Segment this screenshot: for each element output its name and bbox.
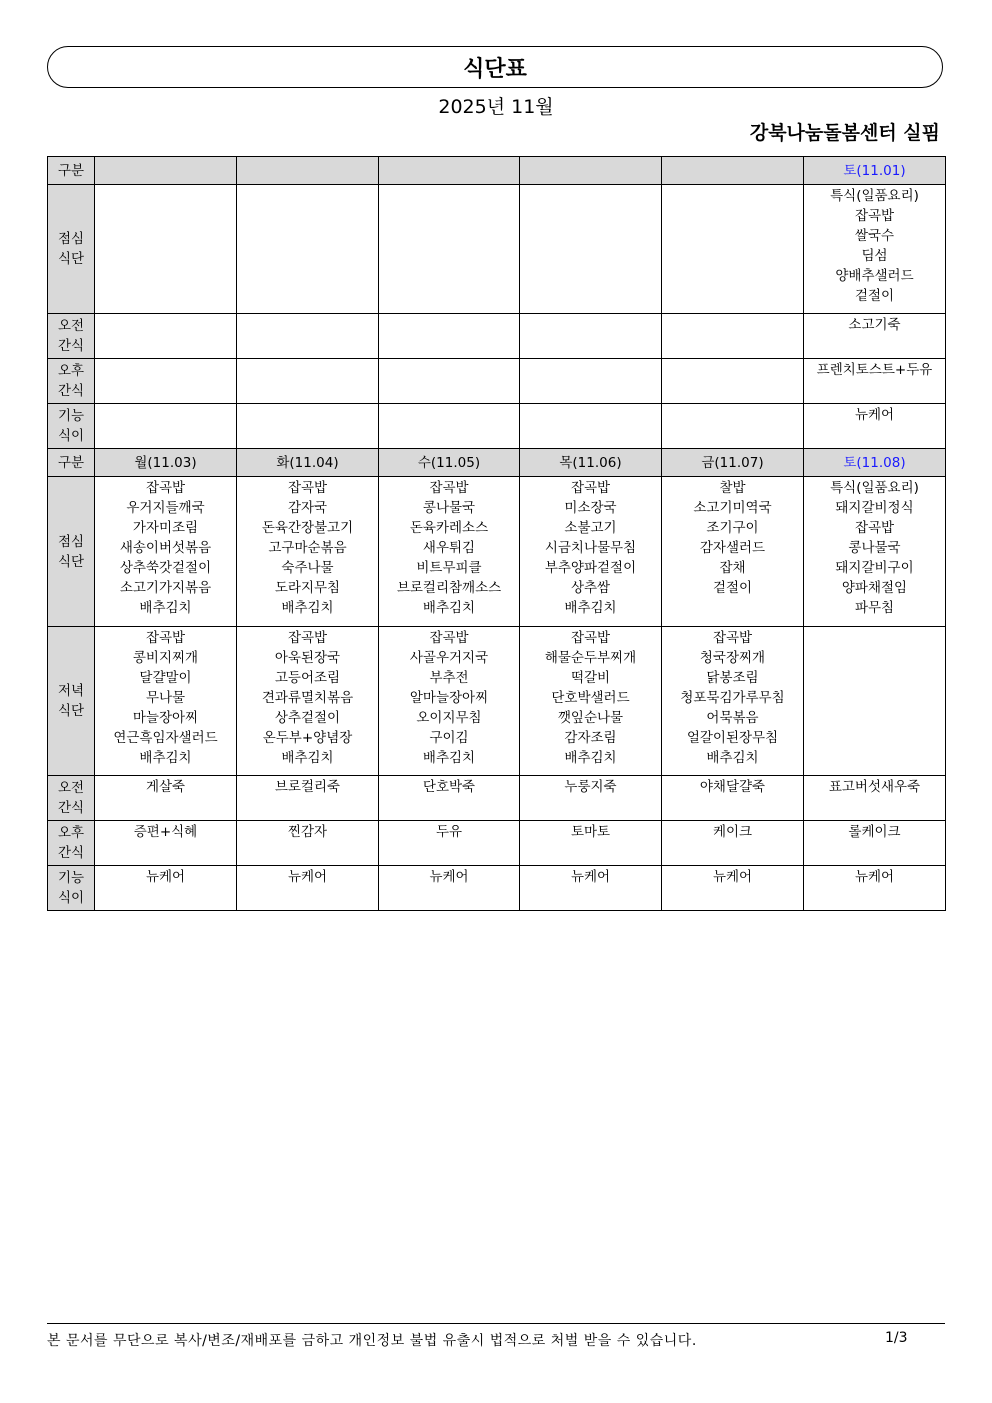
menu-item: 배추김치 bbox=[422, 600, 476, 616]
menu-cell bbox=[520, 314, 662, 359]
center-name: 강북나눔돌봄센터 실핌 bbox=[749, 122, 940, 144]
menu-item: 조기구이 bbox=[706, 520, 759, 536]
week1-meal-row bbox=[48, 359, 946, 404]
menu-item: 잡곡밥 bbox=[429, 480, 469, 496]
menu-cell bbox=[520, 477, 662, 627]
menu-item: 구이김 bbox=[429, 730, 469, 746]
menu-item: 가자미조림 bbox=[132, 520, 199, 536]
day-header: 월(11.03) bbox=[95, 449, 237, 477]
menu-table bbox=[47, 156, 946, 911]
menu-item: 잡채 bbox=[719, 560, 746, 576]
row-label-text: 간식 bbox=[57, 800, 85, 816]
menu-item: 케이크 bbox=[712, 824, 753, 840]
menu-item: 닭봉조림 bbox=[706, 670, 759, 686]
menu-cell bbox=[804, 314, 946, 359]
row-label-text: 식단 bbox=[57, 251, 85, 267]
row-label-text: 저녁 bbox=[57, 683, 85, 699]
menu-item: 특식(일품요리) bbox=[830, 188, 919, 204]
menu-item: 뉴케어 bbox=[287, 869, 328, 885]
menu-cell bbox=[662, 314, 804, 359]
menu-item: 상추쌈 bbox=[570, 580, 611, 596]
menu-item: 견과류멸치볶음 bbox=[261, 690, 354, 706]
menu-item: 잡곡밥 bbox=[854, 208, 895, 224]
menu-item: 단호박샐러드 bbox=[551, 690, 630, 706]
week2-meal-row bbox=[48, 866, 946, 911]
menu-item: 배추김치 bbox=[281, 750, 334, 766]
menu-item: 부추전 bbox=[429, 670, 469, 686]
menu-cell bbox=[379, 866, 520, 911]
menu-item: 청포묵김가루무침 bbox=[680, 690, 785, 706]
menu-item: 뉴케어 bbox=[145, 869, 186, 885]
day-header bbox=[520, 157, 662, 185]
month-label: 2025년 11월 bbox=[438, 96, 554, 118]
row-label-text: 점심 bbox=[57, 231, 85, 247]
day-header bbox=[662, 157, 804, 185]
menu-item: 새우튀김 bbox=[422, 540, 476, 556]
menu-cell bbox=[804, 359, 946, 404]
menu-item: 롤케이크 bbox=[848, 824, 901, 840]
day-header: 금(11.07) bbox=[662, 449, 804, 477]
menu-cell bbox=[237, 776, 379, 821]
menu-item: 소고기가지볶음 bbox=[119, 580, 212, 596]
menu-cell bbox=[95, 477, 237, 627]
row-label-text: 오후 bbox=[57, 825, 85, 841]
menu-cell bbox=[520, 404, 662, 449]
menu-item: 잡곡밥 bbox=[429, 630, 469, 646]
menu-item: 특식(일품요리) bbox=[830, 480, 919, 496]
menu-item: 새송이버섯볶음 bbox=[119, 540, 212, 556]
menu-item: 청국장찌개 bbox=[699, 650, 766, 666]
menu-item: 프렌치토스트+두유 bbox=[816, 362, 933, 378]
menu-item: 배추김치 bbox=[139, 600, 192, 616]
menu-item: 알마늘장아찌 bbox=[409, 690, 489, 706]
menu-cell bbox=[95, 314, 237, 359]
menu-item: 찰밥 bbox=[719, 480, 746, 496]
menu-cell bbox=[379, 776, 520, 821]
menu-item: 표고버섯새우죽 bbox=[828, 779, 921, 795]
week2-meal-row bbox=[48, 627, 946, 776]
menu-item: 돈육카레소스 bbox=[409, 520, 489, 536]
row-label-text: 오전 bbox=[57, 780, 85, 796]
menu-item: 콩나물국 bbox=[848, 540, 901, 556]
menu-item: 상추겉절이 bbox=[274, 710, 341, 726]
menu-cell bbox=[237, 359, 379, 404]
menu-item: 부추양파겉절이 bbox=[544, 560, 637, 576]
row-label-text: 식이 bbox=[57, 428, 85, 444]
menu-cell bbox=[662, 866, 804, 911]
menu-item: 고구마순볶음 bbox=[268, 540, 347, 556]
row-label-text: 식단 bbox=[57, 703, 85, 719]
menu-item: 파무침 bbox=[854, 600, 895, 616]
menu-item: 증편+식혜 bbox=[133, 824, 198, 840]
menu-item: 오이지무침 bbox=[416, 710, 482, 726]
menu-item: 잡곡밥 bbox=[145, 480, 186, 496]
day-header bbox=[95, 157, 237, 185]
week1-meal-row bbox=[48, 314, 946, 359]
menu-item: 마늘장아찌 bbox=[132, 710, 199, 726]
menu-item: 해물순두부찌개 bbox=[544, 650, 637, 666]
menu-item: 단호박죽 bbox=[422, 779, 476, 795]
row-label-text: 오후 bbox=[57, 363, 85, 379]
menu-item: 브로컬리죽 bbox=[274, 779, 341, 795]
menu-item: 고등어조림 bbox=[274, 670, 341, 686]
row-label bbox=[48, 776, 95, 821]
menu-cell bbox=[520, 776, 662, 821]
menu-item: 뉴케어 bbox=[854, 869, 895, 885]
menu-item: 온두부+양념장 bbox=[262, 730, 353, 746]
menu-item: 돼지갈비구이 bbox=[835, 560, 914, 576]
menu-item: 쌀국수 bbox=[854, 228, 895, 244]
week2-header-row bbox=[48, 449, 946, 477]
row-label bbox=[48, 866, 95, 911]
menu-cell bbox=[95, 776, 237, 821]
menu-cell bbox=[379, 359, 520, 404]
row-label-text: 간식 bbox=[57, 383, 85, 399]
menu-item: 도라지무침 bbox=[274, 580, 341, 596]
week2-meal-row bbox=[48, 776, 946, 821]
menu-item: 잡곡밥 bbox=[570, 630, 611, 646]
menu-item: 잡곡밥 bbox=[287, 480, 328, 496]
menu-cell bbox=[662, 185, 804, 314]
menu-cell bbox=[237, 404, 379, 449]
row-label-text: 기능 bbox=[57, 870, 85, 886]
menu-cell bbox=[804, 404, 946, 449]
row-label-text: 식단 bbox=[57, 553, 85, 570]
menu-cell bbox=[95, 404, 237, 449]
page-title: 식단표 bbox=[47, 46, 943, 88]
menu-cell bbox=[520, 821, 662, 866]
menu-item: 겉절이 bbox=[854, 288, 895, 304]
menu-item: 소불고기 bbox=[564, 520, 617, 536]
row-label bbox=[48, 359, 95, 404]
menu-cell bbox=[95, 866, 237, 911]
menu-item: 배추김치 bbox=[564, 750, 617, 766]
row-label bbox=[48, 185, 95, 314]
menu-item: 잡곡밥 bbox=[854, 520, 895, 536]
menu-cell bbox=[237, 477, 379, 627]
menu-item: 잡곡밥 bbox=[287, 630, 328, 646]
menu-item: 누룽지죽 bbox=[564, 779, 617, 795]
menu-item: 잡곡밥 bbox=[145, 630, 186, 646]
menu-item: 비트무피클 bbox=[416, 560, 482, 576]
row-label bbox=[48, 627, 95, 776]
menu-item: 아욱된장국 bbox=[274, 650, 341, 666]
menu-item: 뉴케어 bbox=[712, 869, 753, 885]
menu-cell bbox=[237, 185, 379, 314]
menu-item: 숙주나물 bbox=[281, 560, 334, 576]
menu-item: 소고기미역국 bbox=[693, 500, 772, 516]
menu-cell bbox=[804, 627, 946, 776]
menu-item: 배추김치 bbox=[281, 600, 334, 616]
day-header bbox=[379, 157, 520, 185]
menu-item: 사골우거지국 bbox=[409, 650, 489, 666]
row-label bbox=[48, 821, 95, 866]
day-header: 토(11.01) bbox=[804, 157, 946, 185]
day-header: 화(11.04) bbox=[237, 449, 379, 477]
menu-item: 찐감자 bbox=[287, 824, 328, 840]
week1-meal-row bbox=[48, 404, 946, 449]
menu-cell bbox=[662, 627, 804, 776]
row-label-text: 기능 bbox=[57, 408, 85, 424]
day-header: 토(11.08) bbox=[804, 449, 946, 477]
day-header bbox=[237, 157, 379, 185]
menu-item: 깻잎순나물 bbox=[557, 710, 624, 726]
menu-item: 돼지갈비정식 bbox=[835, 500, 914, 516]
menu-item: 감자국 bbox=[287, 500, 328, 516]
menu-item: 떡갈비 bbox=[570, 670, 611, 686]
menu-cell bbox=[379, 185, 520, 314]
menu-cell bbox=[662, 477, 804, 627]
row-label bbox=[48, 477, 95, 627]
menu-cell bbox=[95, 359, 237, 404]
menu-cell bbox=[379, 627, 520, 776]
menu-item: 우거지들깨국 bbox=[126, 500, 205, 516]
menu-cell bbox=[520, 359, 662, 404]
menu-item: 브로컬리참깨소스 bbox=[396, 580, 502, 596]
menu-cell bbox=[379, 821, 520, 866]
row-label-text: 식이 bbox=[57, 890, 85, 906]
menu-item: 무나물 bbox=[145, 690, 186, 706]
menu-item: 두유 bbox=[435, 824, 463, 840]
menu-item: 돈육간장불고기 bbox=[261, 520, 354, 536]
week1-meal-row bbox=[48, 185, 946, 314]
day-header: 목(11.06) bbox=[520, 449, 662, 477]
menu-cell bbox=[520, 866, 662, 911]
menu-item: 콩나물국 bbox=[422, 500, 476, 516]
row-label bbox=[48, 314, 95, 359]
row-label-text: 점심 bbox=[57, 533, 85, 550]
menu-item: 잡곡밥 bbox=[712, 630, 753, 646]
menu-item: 배추김치 bbox=[564, 600, 617, 616]
menu-cell bbox=[804, 776, 946, 821]
menu-item: 소고기죽 bbox=[848, 317, 901, 333]
row-label-text: 오전 bbox=[57, 318, 85, 334]
menu-item: 양배추샐러드 bbox=[835, 268, 914, 284]
menu-cell bbox=[804, 477, 946, 627]
menu-item: 양파채절임 bbox=[841, 580, 908, 596]
menu-item: 게살죽 bbox=[145, 779, 186, 795]
menu-cell bbox=[237, 866, 379, 911]
menu-cell bbox=[804, 185, 946, 314]
menu-item: 얼갈이된장무침 bbox=[686, 730, 779, 746]
menu-item: 감자조림 bbox=[564, 730, 617, 746]
week2-meal-row bbox=[48, 477, 946, 627]
menu-cell bbox=[237, 314, 379, 359]
menu-item: 달걀말이 bbox=[139, 670, 192, 686]
week2-meal-row bbox=[48, 821, 946, 866]
menu-item: 배추김치 bbox=[422, 750, 476, 766]
menu-item: 잡곡밥 bbox=[570, 480, 611, 496]
header-label: 구분 bbox=[48, 449, 95, 477]
menu-cell bbox=[662, 821, 804, 866]
menu-cell bbox=[95, 821, 237, 866]
footer-notice: 본 문서를 무단으로 복사/변조/재배포를 금하고 개인정보 불법 유출시 법적으로 처벌 받을 수 있습니다. bbox=[47, 1333, 697, 1349]
row-label bbox=[48, 404, 95, 449]
day-header: 수(11.05) bbox=[379, 449, 520, 477]
header-label: 구분 bbox=[48, 157, 95, 185]
menu-item: 배추김치 bbox=[139, 750, 192, 766]
menu-item: 미소장국 bbox=[564, 500, 617, 516]
menu-cell bbox=[520, 627, 662, 776]
menu-item: 어묵볶음 bbox=[706, 710, 759, 726]
menu-item: 콩비지찌개 bbox=[132, 650, 199, 666]
menu-cell bbox=[379, 404, 520, 449]
menu-cell bbox=[804, 866, 946, 911]
menu-item: 뉴케어 bbox=[854, 407, 895, 423]
row-label-text: 간식 bbox=[57, 338, 85, 354]
menu-cell bbox=[379, 314, 520, 359]
menu-cell bbox=[662, 359, 804, 404]
menu-item: 딤섬 bbox=[861, 248, 888, 264]
menu-cell bbox=[95, 185, 237, 314]
menu-cell bbox=[662, 776, 804, 821]
menu-item: 뉴케어 bbox=[570, 869, 611, 885]
menu-item: 뉴케어 bbox=[429, 869, 469, 885]
menu-cell bbox=[237, 821, 379, 866]
menu-item: 배추김치 bbox=[706, 750, 759, 766]
menu-item: 시금치나물무침 bbox=[544, 540, 637, 556]
menu-cell bbox=[237, 627, 379, 776]
menu-cell bbox=[804, 821, 946, 866]
footer-divider bbox=[47, 1323, 945, 1324]
week1-header-row bbox=[48, 157, 946, 185]
menu-item: 감자샐러드 bbox=[699, 540, 766, 556]
menu-cell bbox=[520, 185, 662, 314]
menu-item: 겉절이 bbox=[712, 580, 753, 596]
menu-item: 토마토 bbox=[570, 824, 611, 840]
menu-cell bbox=[95, 627, 237, 776]
menu-item: 상추쑥갓겉절이 bbox=[119, 560, 212, 576]
page-number: 1/3 bbox=[885, 1330, 908, 1346]
menu-item: 야채달걀죽 bbox=[699, 779, 766, 795]
menu-item: 연근흑임자샐러드 bbox=[113, 730, 218, 746]
menu-cell bbox=[662, 404, 804, 449]
row-label-text: 간식 bbox=[57, 845, 85, 861]
menu-cell bbox=[379, 477, 520, 627]
